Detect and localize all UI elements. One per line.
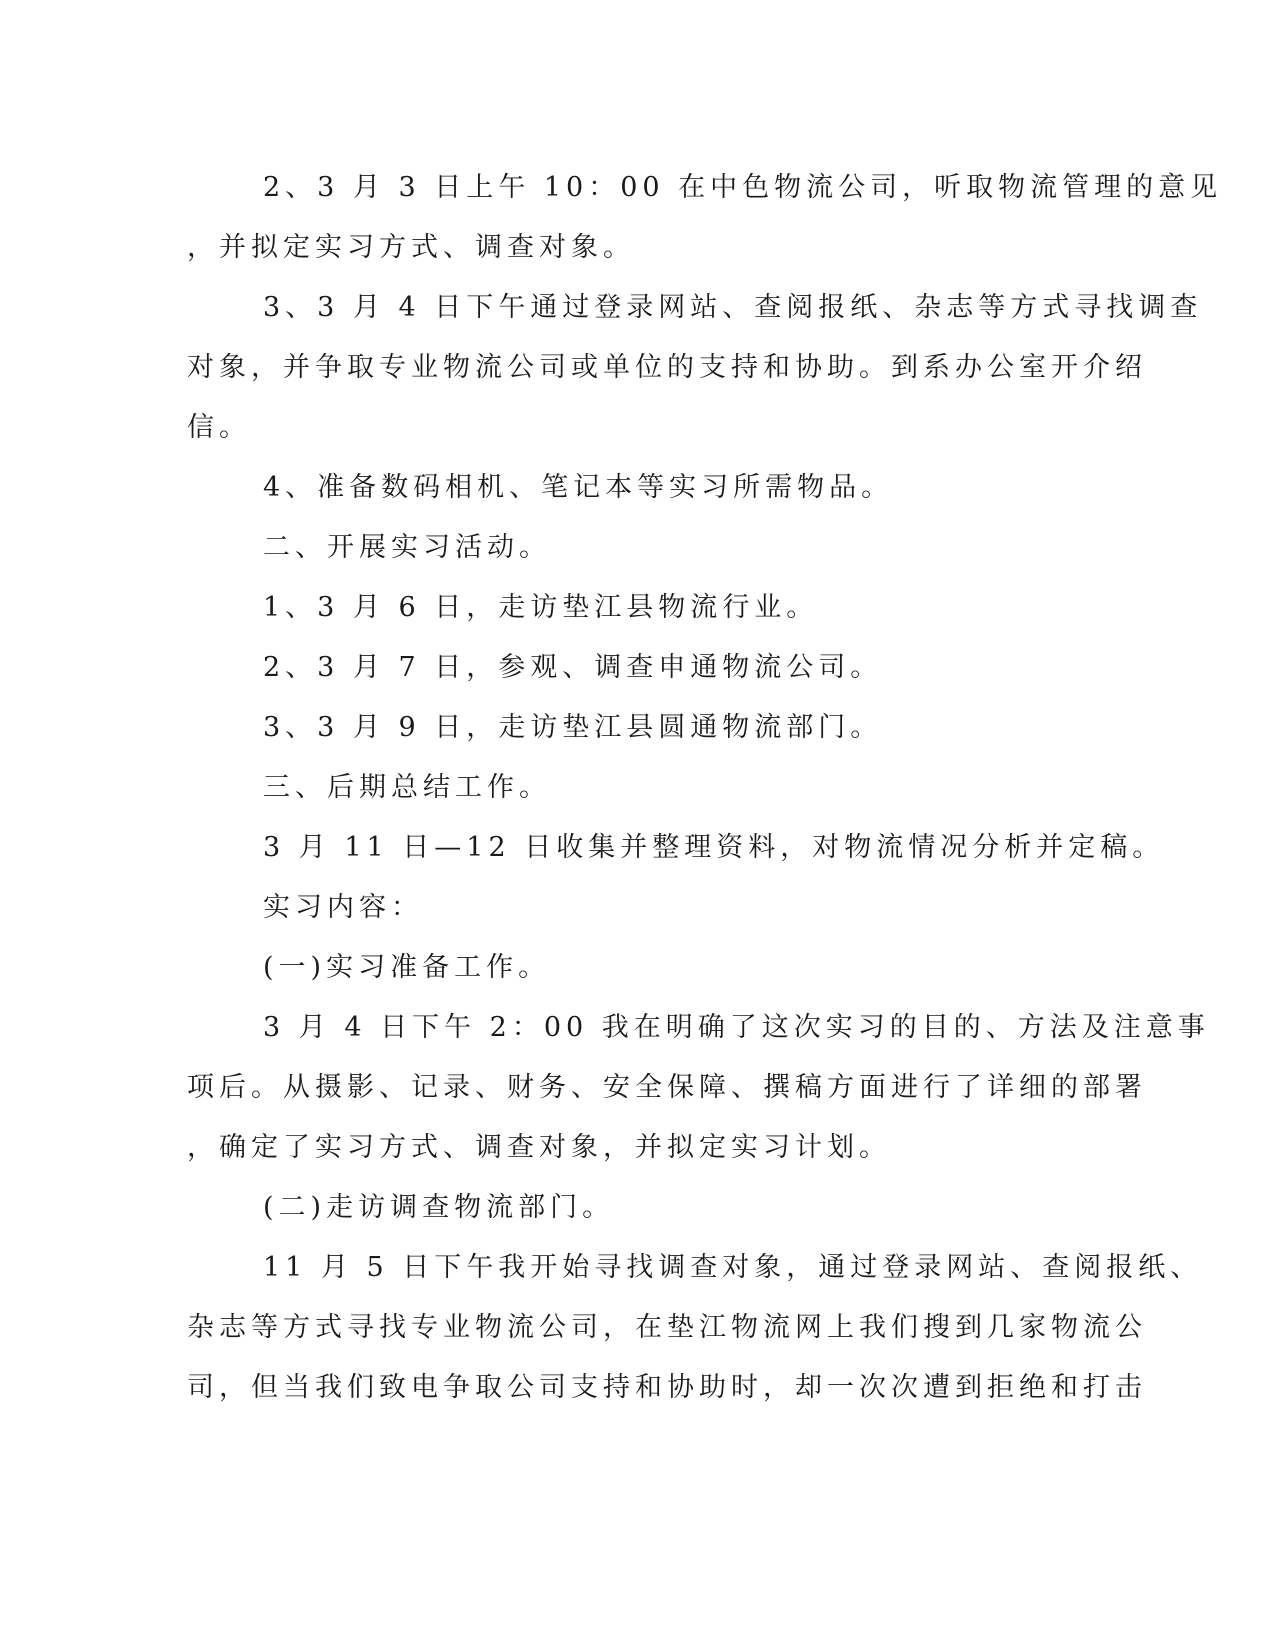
text-line: ，确定了实习方式、调查对象，并拟定实习计划。: [187, 1132, 891, 1163]
subsection-heading: (二)走访调查物流部门。: [263, 1192, 615, 1223]
text-line: 对象，并争取专业物流公司或单位的支持和协助。到系办公室开介绍: [187, 352, 1147, 383]
text-line: 司，但当我们致电争取公司支持和协助时，却一次次遭到拒绝和打击: [187, 1372, 1147, 1403]
text-line: 2、3 月 3 日上午 10：00 在中色物流公司，听取物流管理的意见: [263, 172, 1223, 203]
text-line: 项后。从摄影、记录、财务、安全保障、撰稿方面进行了详细的部署: [187, 1072, 1147, 1103]
text-line: 2、3 月 7 日，参观、调查申通物流公司。: [263, 652, 883, 683]
text-line: 3、3 月 4 日下午通过登录网站、查阅报纸、杂志等方式寻找调查: [263, 292, 1203, 323]
section-heading: 三、后期总结工作。: [263, 772, 551, 803]
section-heading: 实习内容：: [263, 892, 423, 923]
text-line: 1、3 月 6 日，走访垫江县物流行业。: [263, 592, 819, 623]
text-line: 11 月 5 日下午我开始寻找调查对象，通过登录网站、查阅报纸、: [263, 1252, 1203, 1283]
text-line: 3 月 11 日—12 日收集并整理资料，对物流情况分析并定稿。: [263, 832, 1165, 863]
text-line: ，并拟定实习方式、调查对象。: [187, 232, 635, 263]
text-line: 信。: [187, 412, 251, 443]
document-body: [187, 158, 1223, 1418]
subsection-heading: (一)实习准备工作。: [263, 952, 551, 983]
text-line: 3 月 4 日下午 2：00 我在明确了这次实习的目的、方法及注意事: [263, 1012, 1210, 1043]
text-line: 3、3 月 9 日，走访垫江县圆通物流部门。: [263, 712, 883, 743]
section-heading: 二、开展实习活动。: [263, 532, 551, 563]
text-line: 杂志等方式寻找专业物流公司，在垫江物流网上我们搜到几家物流公: [187, 1312, 1147, 1343]
text-line: 4、准备数码相机、笔记本等实习所需物品。: [263, 472, 894, 503]
